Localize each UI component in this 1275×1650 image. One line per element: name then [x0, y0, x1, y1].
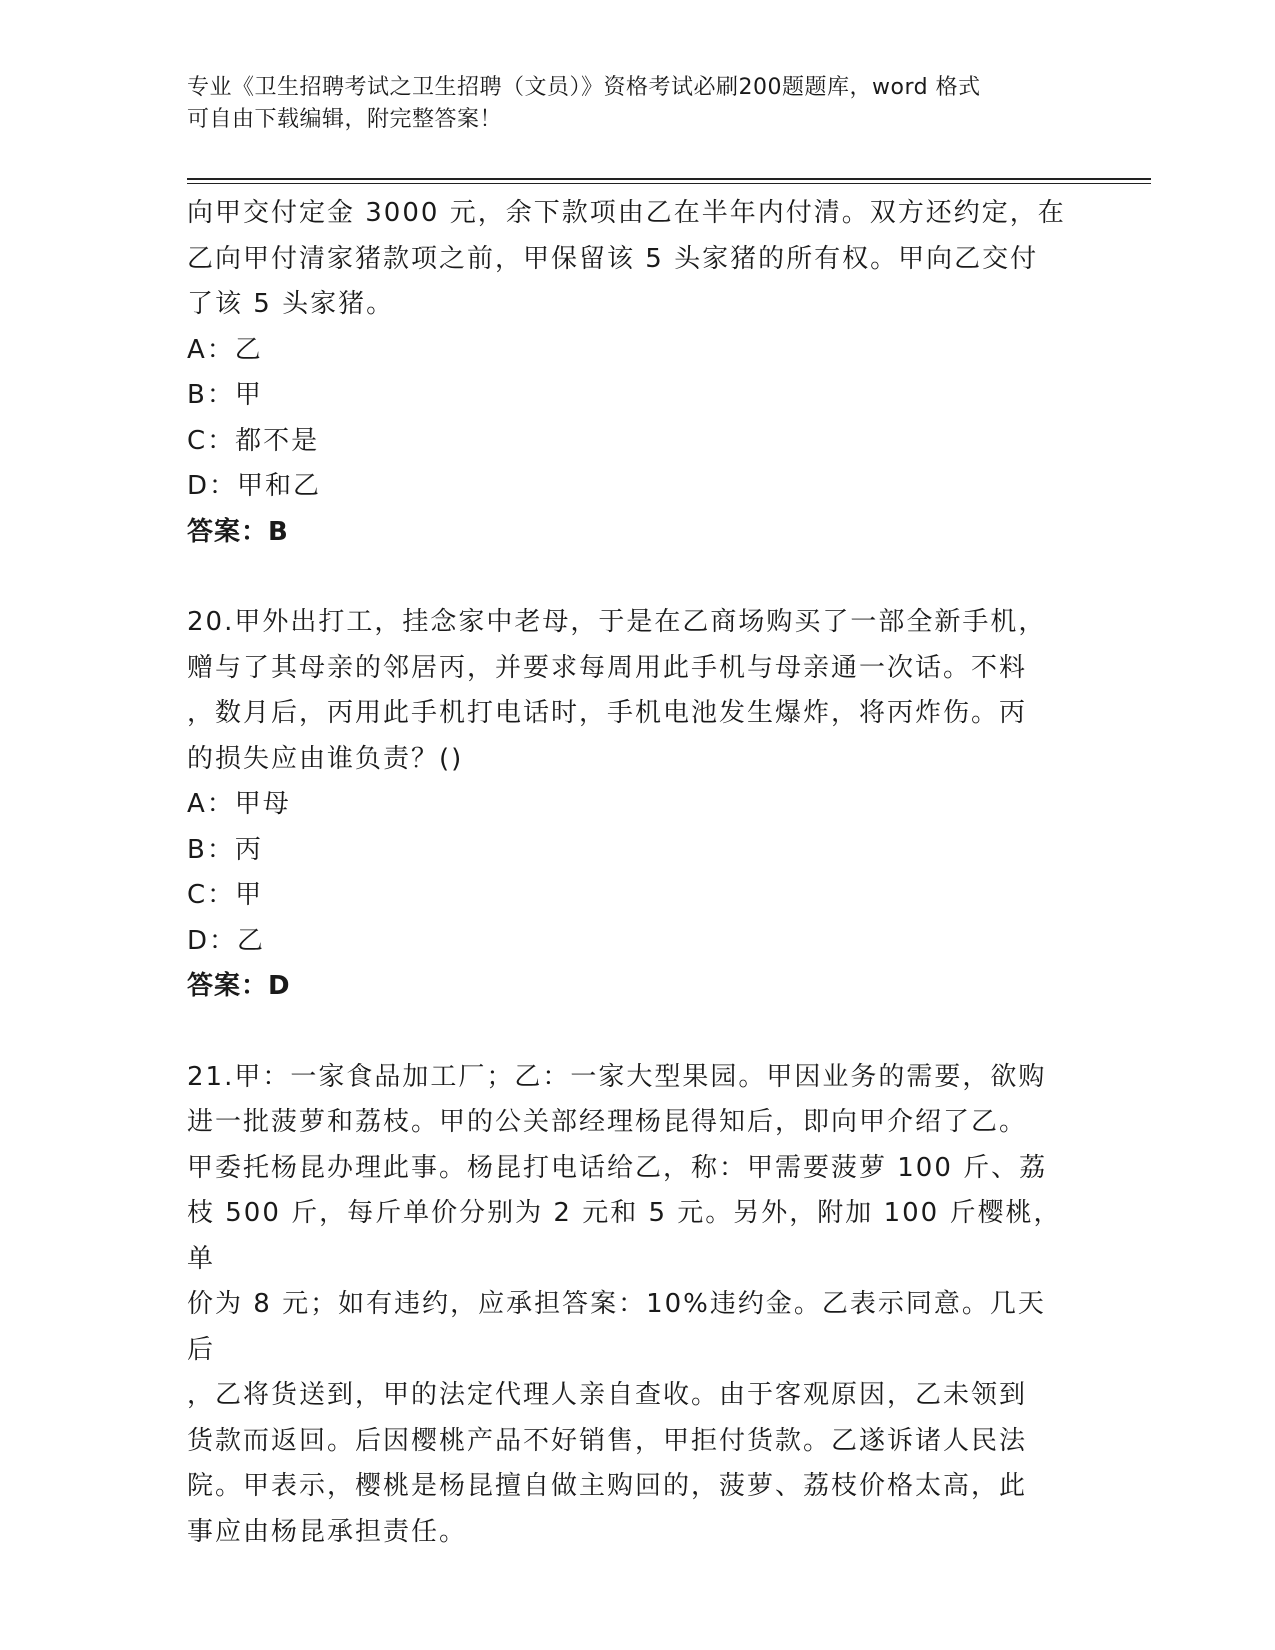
option-c: C：都不是: [187, 425, 320, 456]
answer: 答案：D: [187, 971, 291, 1001]
header-rule-thin: [187, 183, 1151, 184]
header-line-1: 专业《卫生招聘考试之卫生招聘（文员）》资格考试必刷200题题库，word 格式: [187, 75, 981, 100]
question-text-line: 21.甲：一家食品加工厂；乙：一家大型果园。甲因业务的需要，欲购: [187, 1061, 1047, 1092]
option-a: A：甲母: [187, 789, 291, 819]
document-header: [187, 72, 1087, 136]
question-text-line: 院。甲表示，樱桃是杨昆擅自做主购回的，菠萝、荔枝价格太高，此: [187, 1471, 1028, 1501]
question-19-continuation: [187, 191, 1067, 555]
question-20: [187, 600, 1067, 1010]
question-text-line: 向甲交付定金 3000 元，余下款项由乙在半年内付清。双方还约定，在: [187, 198, 1066, 228]
question-text-line: 赠与了其母亲的邻居丙，并要求每周用此手机与母亲通一次话。不料: [187, 652, 1028, 683]
question-text-line: 事应由杨昆承担责任。: [187, 1516, 468, 1547]
question-text-line: 货款而返回。后因樱桃产品不好销售，甲拒付货款。乙遂诉诸人民法: [187, 1425, 1028, 1456]
option-d: D：甲和乙: [187, 471, 322, 501]
question-text-line: 乙向甲付清家猪款项之前，甲保留该 5 头家猪的所有权。甲向乙交付: [187, 243, 1039, 274]
question-text-line: 的损失应由谁负责？(): [187, 743, 464, 774]
question-text-line: 价为 8 元；如有违约，应承担答案：10%违约金。乙表示同意。几天后: [187, 1289, 1046, 1365]
option-b: B：甲: [187, 380, 263, 410]
question-text-line: 了该 5 头家猪。: [187, 289, 395, 319]
question-text-line: ，乙将货送到，甲的法定代理人亲自查收。由于客观原因，乙未领到: [187, 1380, 1028, 1410]
question-text-line: 20.甲外出打工，挂念家中老母，于是在乙商场购买了一部全新手机，: [187, 607, 1047, 637]
question-text-line: 进一批菠萝和荔枝。甲的公关部经理杨昆得知后，即向甲介绍了乙。: [187, 1107, 1028, 1137]
answer: 答案：B: [187, 516, 289, 547]
question-text-line: 枝 500 斤，每斤单价分别为 2 元和 5 元。另外，附加 100 斤樱桃，单: [187, 1198, 1062, 1274]
option-d: D：乙: [187, 925, 266, 956]
option-c: C：甲: [187, 880, 264, 910]
option-b: B：丙: [187, 834, 263, 865]
question-text-line: 甲委托杨昆办理此事。杨昆打电话给乙，称：甲需要菠萝 100 斤、荔: [187, 1152, 1048, 1183]
question-21: [187, 1055, 1067, 1556]
header-rule-thick: [187, 178, 1151, 180]
question-text-line: ，数月后，丙用此手机打电话时，手机电池发生爆炸，将丙炸伤。丙: [187, 698, 1028, 728]
header-line-2: 可自由下载编辑，附完整答案！: [187, 107, 503, 132]
document-body: [187, 191, 1067, 1555]
option-a: A：乙: [187, 334, 263, 365]
